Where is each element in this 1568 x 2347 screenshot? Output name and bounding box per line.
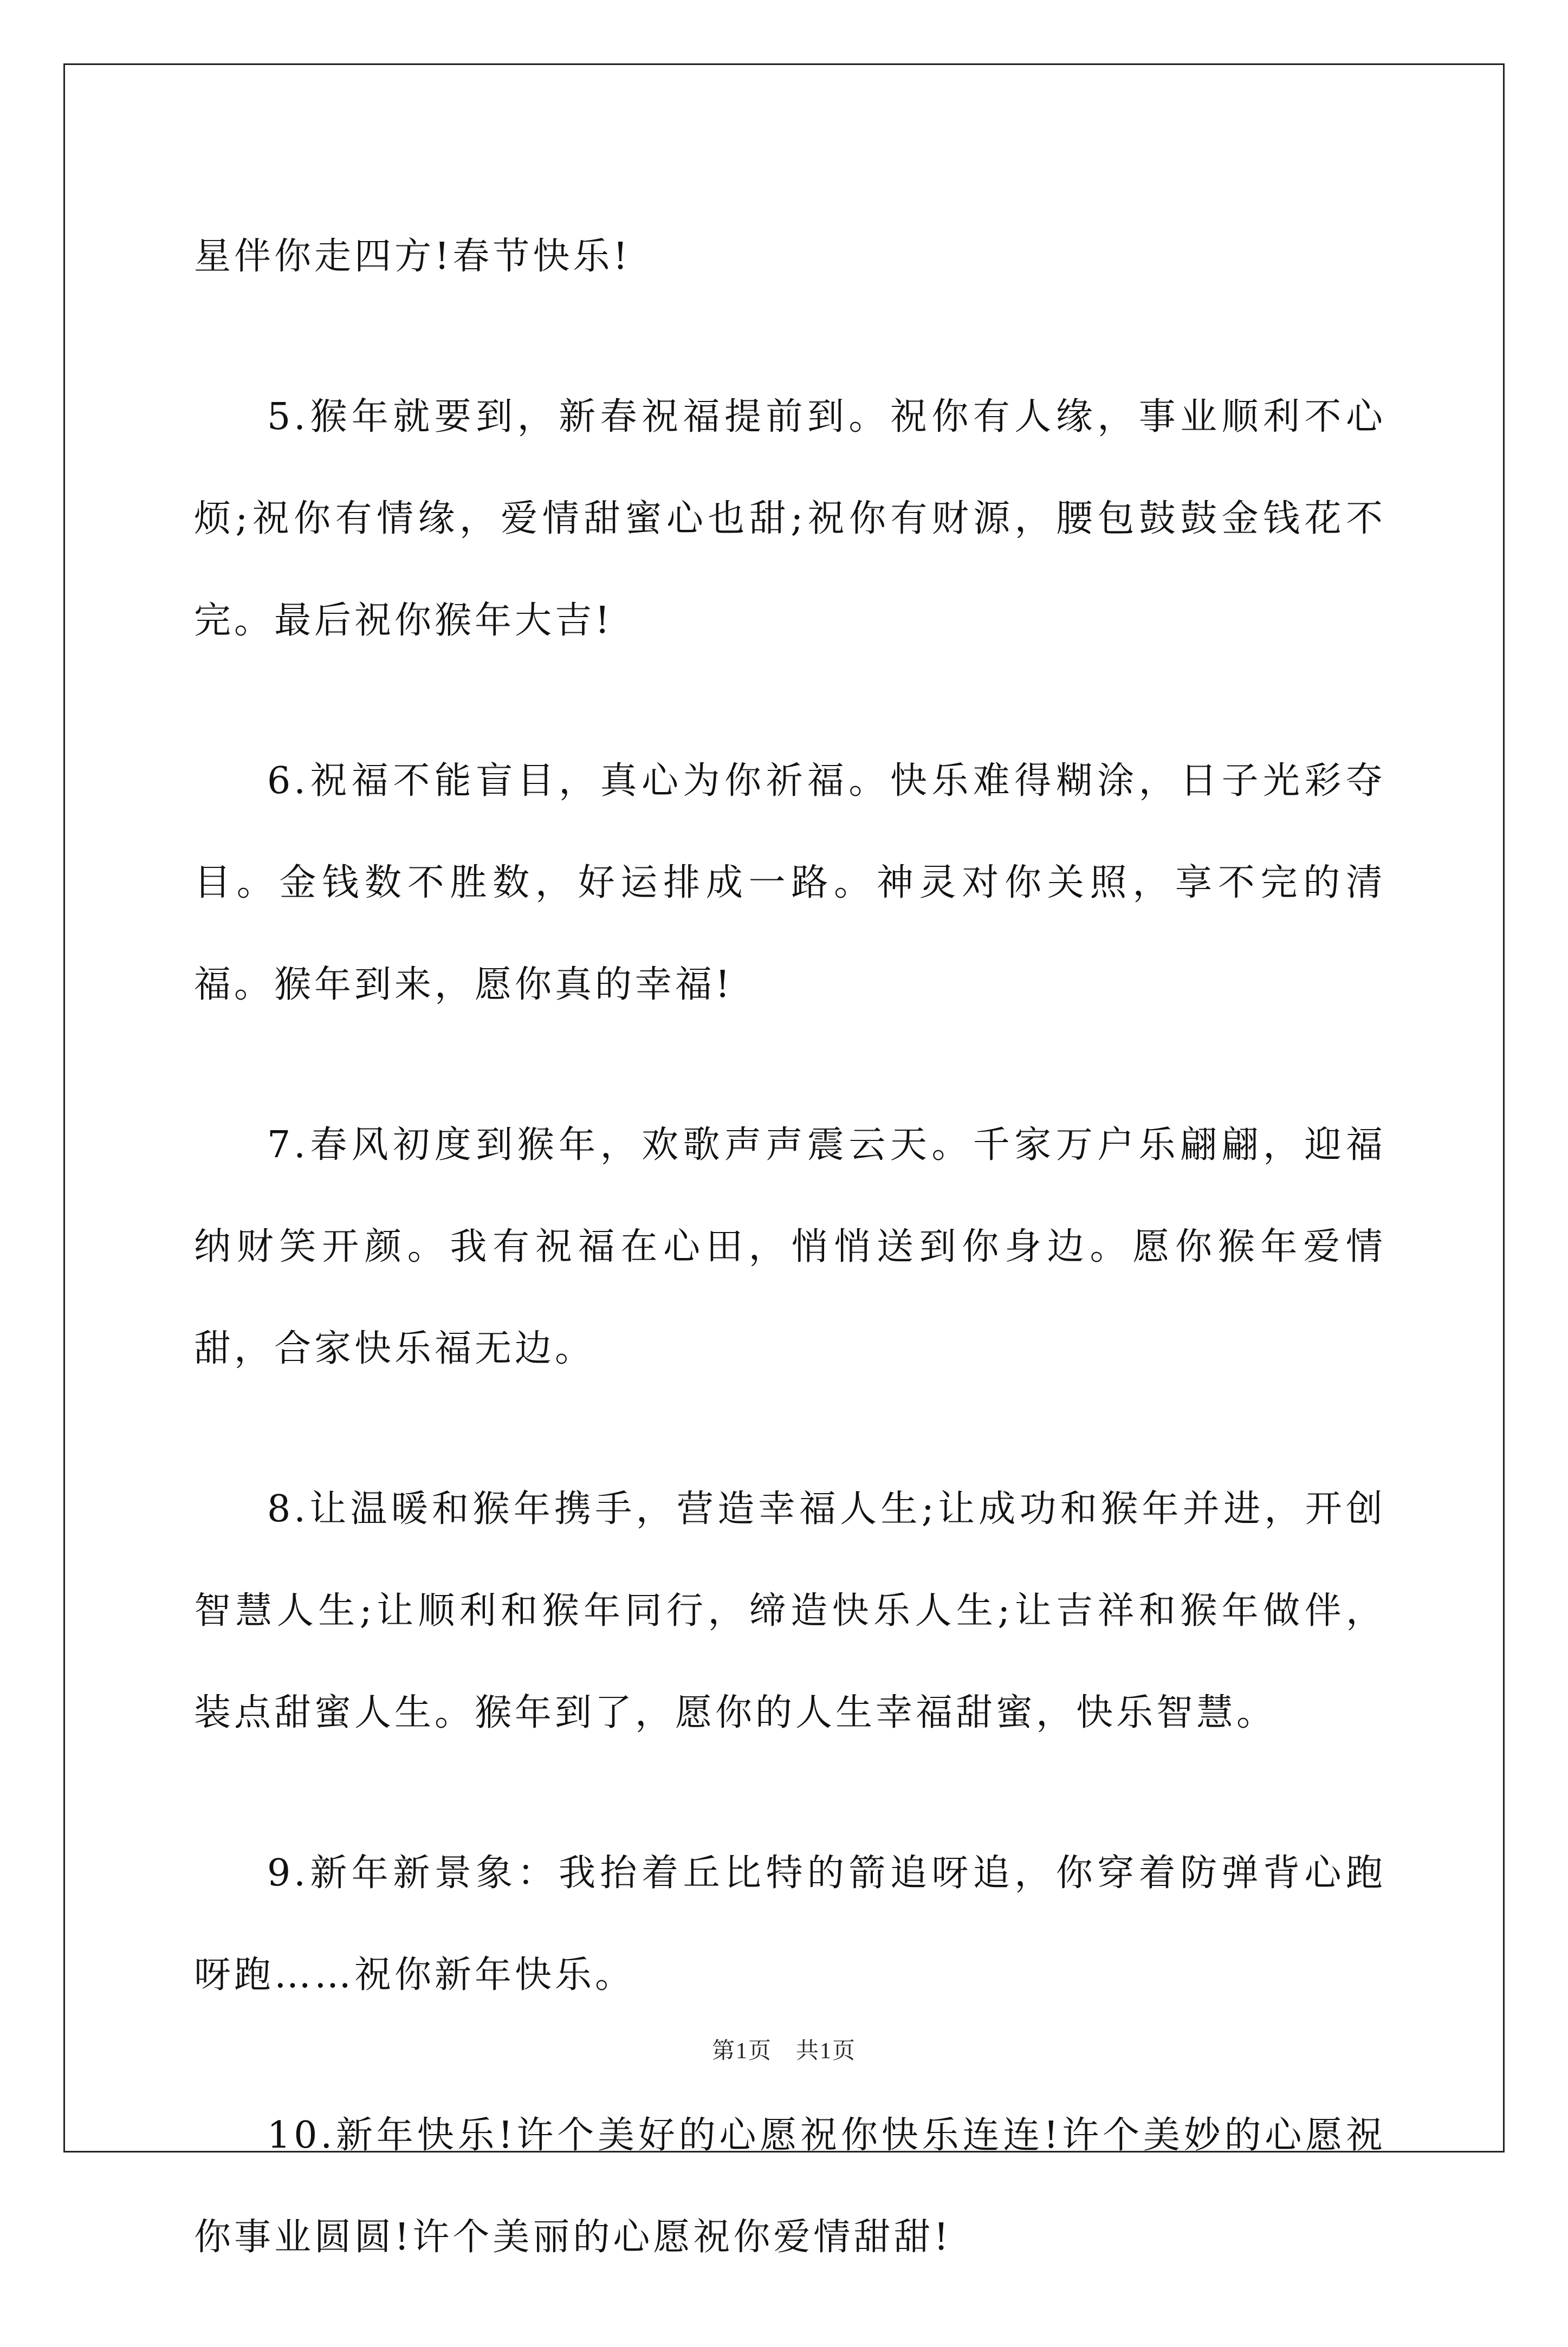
paragraph-continuation: 星伴你走四方!春节快乐! (194, 235, 631, 278)
document-body (194, 206, 1386, 2347)
paragraph-item-9: 9.新年新景象：我抬着丘比特的箭追呀追，你穿着防弹背心跑呀跑……祝你新年快乐。 (194, 1852, 1386, 1996)
paragraph-item-6: 6.祝福不能盲目，真心为你祈福。快乐难得糊涂，日子光彩夺目。金钱数不胜数，好运排成一路。神灵对你关照，享不完的清福。猴年到来，愿你真的幸福! (194, 760, 1386, 1006)
paragraph-item-10: 10.新年快乐!许个美好的心愿祝你快乐连连!许个美妙的心愿祝你事业圆圆!许个美丽的心愿祝你爱情甜甜! (194, 2114, 1386, 2259)
paragraph-item-8: 8.让温暖和猴年携手，营造幸福人生;让成功和猴年并进，开创智慧人生;让顺利和猴年同行，缔造快乐人生;让吉祥和猴年做伴，装点甜蜜人生。猴年到了，愿你的人生幸福甜蜜，快乐智慧。 (194, 1488, 1386, 1734)
paragraph-item-7: 7.春风初度到猴年，欢歌声声震云天。千家万户乐翩翩，迎福纳财笑开颜。我有祝福在心田，悄悄送到你身边。愿你猴年爱情甜，合家快乐福无边。 (194, 1124, 1386, 1370)
paragraph-item-5: 5.猴年就要到，新春祝福提前到。祝你有人缘，事业顺利不心烦;祝你有情缘，爱情甜蜜心也甜;祝你有财源，腰包鼓鼓金钱花不完。最后祝你猴年大吉! (194, 396, 1386, 642)
page-number-footer: 第1页 共1页 (711, 2039, 856, 2064)
